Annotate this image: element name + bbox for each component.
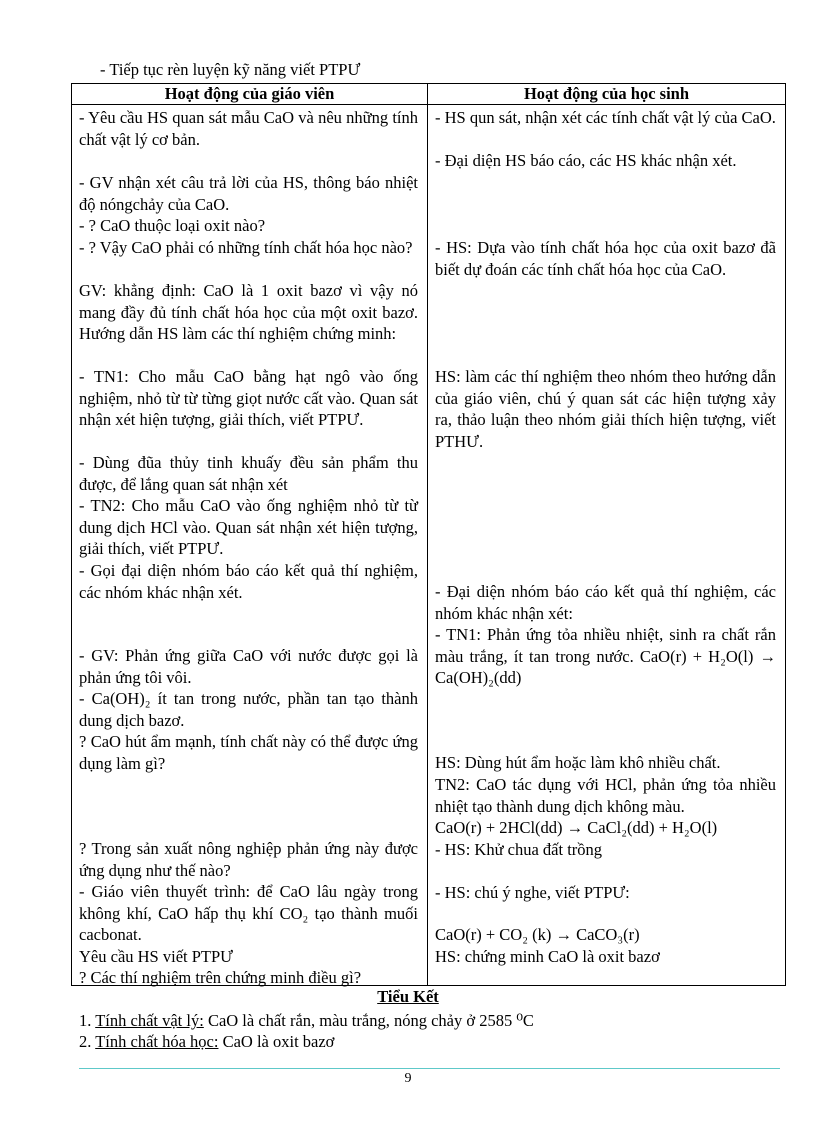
student-step: HS: chứng minh CaO là oxit bazơ [435,947,660,966]
teacher-column [72,105,428,986]
header-teacher: Hoạt động của giáo viên [72,84,428,105]
summary-label-chemical: Tính chất hóa học: [95,1032,219,1051]
teacher-step: - TN2: Cho mẫu CaO vào ống nghiệm nhỏ từ từ dung dịch HCl vào. Quan sát nhận xét hiện tượng, giải thích, viết PTPƯ. [79,496,418,558]
activity-table [71,83,786,986]
teacher-step: ? CaO hút ẩm mạnh, tính chất này có thể được ứng dụng làm gì? [79,732,418,773]
teacher-step: - Yêu cầu HS quan sát mẫu CaO và nêu những tính chất vật lý cơ bản. [79,108,418,149]
summary-item-chemical: 2. Tính chất hóa học: CaO là oxit bazơ [79,1032,335,1051]
summary-label-physical: Tính chất vật lý: [95,1011,204,1030]
teacher-step: - ? CaO thuộc loại oxit nào? [79,216,266,235]
student-step: CaO(r) + 2HCl(dd) → CaCl₂(dd) + H₂O(l) [435,818,718,837]
student-step: - HS: Dựa vào tính chất hóa học của oxit bazơ đã biết dự đoán các tính chất hóa học của CaO. [435,238,776,279]
intro-line: - Tiếp tục rèn luyện kỹ năng viết PTPƯ [100,60,361,79]
summary-item-physical: 1. Tính chất vật lý: CaO là chất rắn, màu trắng, nóng chảy ở 2585 ⁰C [79,1011,534,1030]
student-step: HS: Dùng hút ẩm hoặc làm khô nhiều chất. [435,753,721,772]
teacher-step: GV: khẳng định: CaO là 1 oxit bazơ vì vậy nó mang đầy đủ tính chất hóa học của một oxit bazơ. Hướng dẫn HS làm các thí nghiệm chứng minh: [79,281,418,343]
teacher-step: - TN1: Cho mẫu CaO bằng hạt ngô vào ống nghiệm, nhỏ từ từ từng giọt nước cất vào. Quan sát nhận xét hiện tượng, giải thích, viết PTPƯ. [79,367,418,429]
student-step: - HS: chú ý nghe, viết PTPƯ: [435,883,630,902]
student-step: - TN1: Phản ứng tỏa nhiều nhiệt, sinh ra chất rắn màu trắng, ít tan trong nước. CaO(r) + H₂O(l) → Ca(OH)₂(dd) [435,625,776,687]
student-step: - HS qun sát, nhận xét các tính chất vật lý của CaO. [435,108,776,127]
footer-divider [79,1068,780,1069]
teacher-step: - Giáo viên thuyết trình: để CaO lâu ngày trong không khí, CaO hấp thụ khí CO₂ tạo thành muối cacbonat. [79,882,418,944]
student-step: TN2: CaO tác dụng với HCl, phản ứng tỏa nhiều nhiệt tạo thành dung dịch không màu. [435,775,776,816]
student-step: - Đại diện HS báo cáo, các HS khác nhận xét. [435,151,737,170]
student-step: - Đại diện nhóm báo cáo kết quả thí nghiệm, các nhóm khác nhận xét: [435,582,776,623]
summary-title: Tiểu Kết [377,987,439,1006]
teacher-step: ? Trong sản xuất nông nghiệp phản ứng này được ứng dụng như thế nào? [79,839,418,880]
student-step: CaO(r) + CO₂ (k) → CaCO₃(r) [435,925,640,944]
teacher-step: - Dùng đũa thủy tinh khuấy đều sản phẩm thu được, để lắng quan sát nhận xét [79,453,418,494]
student-step: HS: làm các thí nghiệm theo nhóm theo hướng dẫn của giáo viên, chú ý quan sát các hiện tượng xảy ra, thảo luận theo nhóm giải thích hiện tượng, viết PTHƯ. [435,367,776,451]
student-column [428,105,786,986]
teacher-step: - Gọi đại diện nhóm báo cáo kết quả thí nghiệm, các nhóm khác nhận xét. [79,561,418,602]
teacher-step: - GV nhận xét câu trả lời của HS, thông báo nhiệt độ nóngchảy của CaO. [79,173,418,214]
summary-text-chemical: CaO là oxit bazơ [222,1032,335,1051]
teacher-step: - GV: Phản ứng giữa CaO với nước được gọi là phản ứng tôi vôi. [79,646,418,687]
header-student: Hoạt động của học sinh [428,84,786,105]
student-step: - HS: Khử chua đất trồng [435,840,603,859]
teacher-step: - Ca(OH)₂ ít tan trong nước, phần tan tạo thành dung dịch bazơ. [79,689,418,730]
summary-text-physical: CaO là chất rắn, màu trắng, nóng chảy ở 2585 ⁰C [207,1011,534,1030]
page-number: 9 [404,1071,412,1086]
teacher-step: ? Các thí nghiệm trên chứng minh điều gì? [79,968,362,987]
teacher-step: Yêu cầu HS viết PTPƯ [79,947,233,966]
teacher-step: - ? Vậy CaO phải có những tính chất hóa học nào? [79,238,413,257]
